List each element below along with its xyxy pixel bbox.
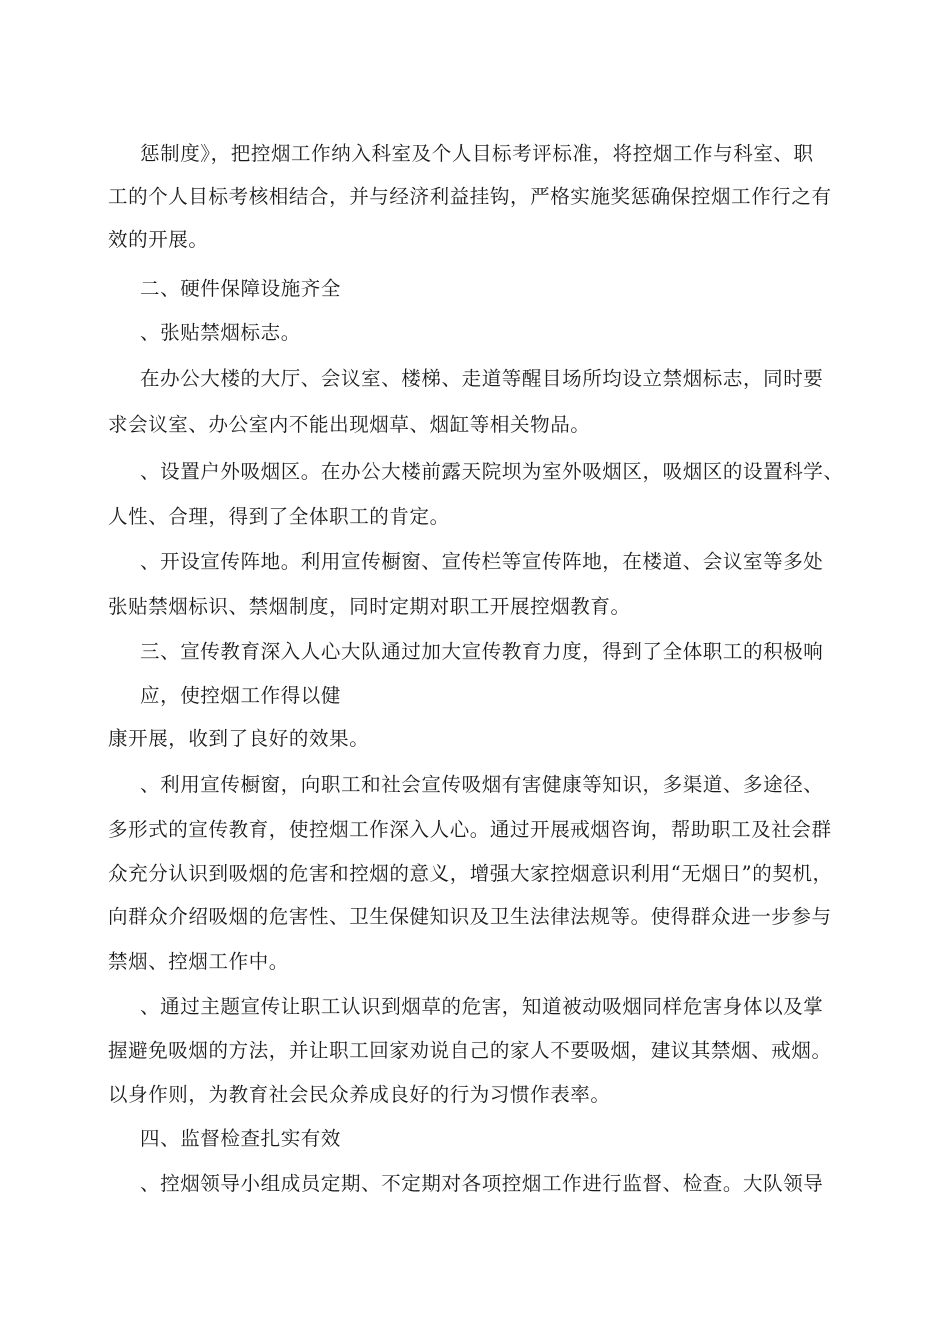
paragraph-line: 效的开展。: [108, 228, 209, 251]
paragraph-line: 工的个人目标考核相结合，并与经济利益挂钩，严格实施奖惩确保控烟工作行之有: [108, 185, 832, 208]
paragraph-line: 以身作则，为教育社会民众养成良好的行为习惯作表率。: [108, 1083, 611, 1106]
section-heading: 二、硬件保障设施齐全: [140, 277, 342, 300]
section-heading: 三、宣传教育深入人心大队通过加大宣传教育力度，得到了全体职工的积极响: [140, 640, 824, 663]
paragraph-line: 人性、合理，得到了全体职工的肯定。: [108, 505, 450, 528]
paragraph-line: 多形式的宣传教育，使控烟工作深入人心。通过开展戒烟咨询，帮助职工及社会群: [108, 818, 832, 841]
paragraph-line: 、控烟领导小组成员定期、不定期对各项控烟工作进行监督、检查。大队领导: [140, 1172, 824, 1195]
paragraph-line: 众充分认识到吸烟的危害和控烟的意义，增强大家控烟意识利用“无烟日”的契机，: [108, 862, 833, 885]
paragraph-line: 、利用宣传橱窗，向职工和社会宣传吸烟有害健康等知识，多渠道、多途径、: [140, 773, 824, 796]
paragraph-line: 求会议室、办公室内不能出现烟草、烟缸等相关物品。: [108, 413, 591, 436]
paragraph-line: 禁烟、控烟工作中。: [108, 950, 289, 973]
section-heading: 四、监督检查扎实有效: [140, 1127, 342, 1150]
paragraph-line: 应，使控烟工作得以健: [140, 684, 342, 707]
paragraph-line: 、设置户外吸烟区。在办公大楼前露天院坝为室外吸烟区，吸烟区的设置科学、: [140, 460, 844, 483]
paragraph-line: 在办公大楼的大厅、会议室、楼梯、走道等醒目场所均设立禁烟标志，同时要: [140, 367, 824, 390]
paragraph-line: 向群众介绍吸烟的危害性、卫生保健知识及卫生法律法规等。使得群众进一步参与: [108, 905, 832, 928]
paragraph-line: 惩制度》，把控烟工作纳入科室及个人目标考评标准，将控烟工作与科室、职: [140, 142, 814, 165]
paragraph-line: 康开展，收到了良好的效果。: [108, 727, 370, 750]
paragraph-line: 、开设宣传阵地。利用宣传橱窗、宣传栏等宣传阵地，在楼道、会议室等多处: [140, 550, 824, 573]
subsection-heading: 、张贴禁烟标志。: [140, 321, 301, 344]
paragraph-line: 握避免吸烟的方法，并让职工回家劝说自己的家人不要吸烟，建议其禁烟、戒烟。: [108, 1039, 832, 1062]
paragraph-line: 、通过主题宣传让职工认识到烟草的危害，知道被动吸烟同样危害身体以及掌: [140, 995, 824, 1018]
paragraph-line: 张贴禁烟标识、禁烟制度，同时定期对职工开展控烟教育。: [108, 595, 631, 618]
